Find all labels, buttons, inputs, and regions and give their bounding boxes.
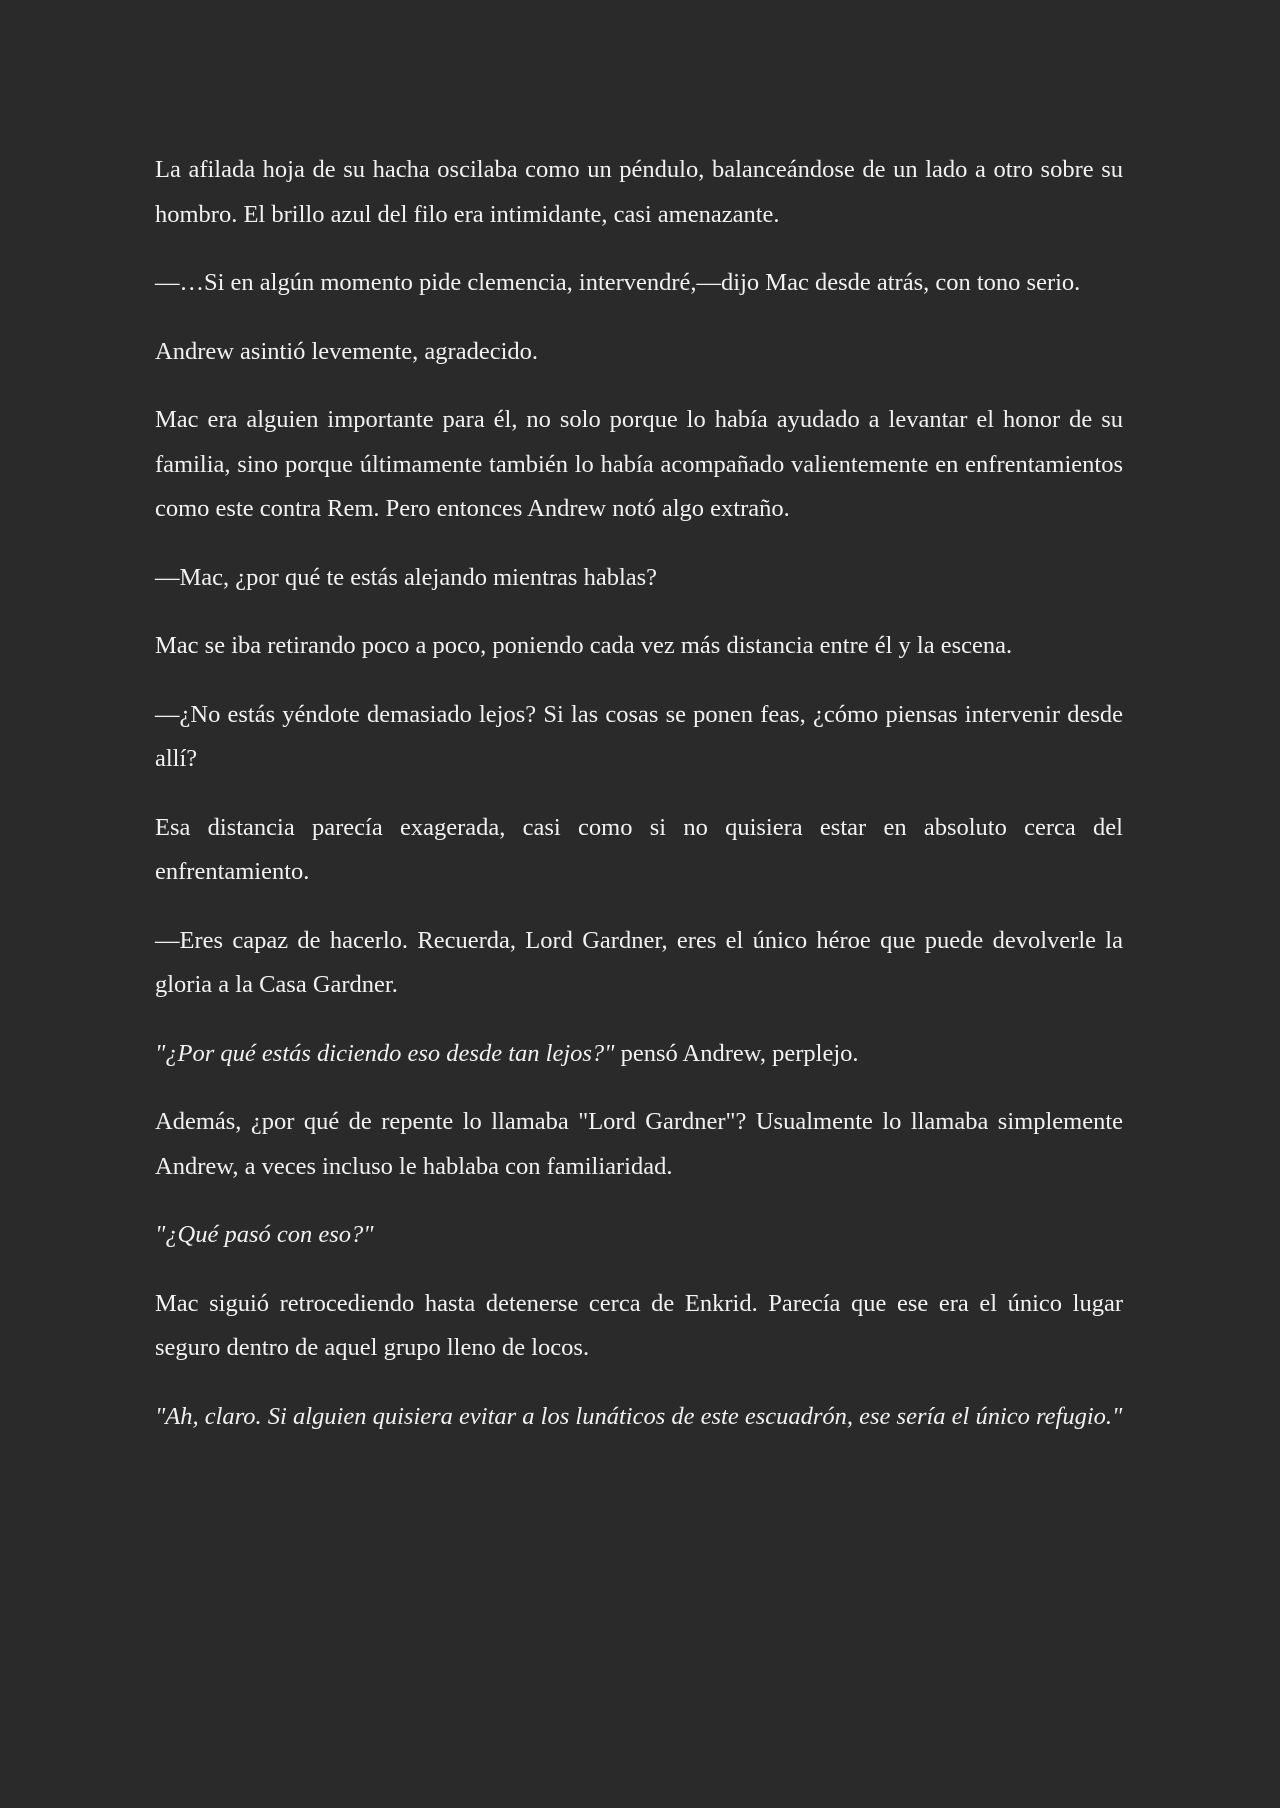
- paragraph-12-thought: "¿Qué pasó con eso?": [155, 1221, 374, 1248]
- inner-thought: "¿Por qué estás diciendo eso desde tan lejos?": [155, 1039, 615, 1067]
- paragraph-2: —…Si en algún momento pide clemencia, intervendré,—dijo Mac desde atrás, con tono serio.: [155, 269, 1081, 296]
- paragraph-8: Esa distancia parecía exagerada, casi como si no quisiera estar en absoluto cerca del enfrentamiento.: [155, 813, 1123, 885]
- document-page: [155, 148, 1123, 1463]
- paragraph-11: Además, ¿por qué de repente lo llamaba "Lord Gardner"? Usualmente lo llamaba simplemente Andrew, a veces incluso le hablaba con familiaridad.: [155, 1108, 1123, 1180]
- narration: pensó Andrew, perplejo.: [614, 1039, 859, 1067]
- paragraph-3: Andrew asintió levemente, agradecido.: [155, 337, 539, 365]
- paragraph-14-thought: "Ah, claro. Si alguien quisiera evitar a los lunáticos de este escuadrón, ese sería el único refugio.": [155, 1402, 1123, 1430]
- paragraph-6: Mac se iba retirando poco a poco, poniendo cada vez más distancia entre él y la escena.: [155, 632, 1013, 659]
- paragraph-7: —¿No estás yéndote demasiado lejos? Si las cosas se ponen feas, ¿cómo piensas intervenir desde allí?: [155, 700, 1123, 772]
- paragraph-13: Mac siguió retrocediendo hasta detenerse cerca de Enkrid. Parecía que ese era el único lugar seguro dentro de aquel grupo lleno de locos.: [155, 1289, 1123, 1361]
- paragraph-4: Mac era alguien importante para él, no solo porque lo había ayudado a levantar el honor de su familia, sino porque últimamente también lo había acompañado valientemente en enfrentamientos como este contra Rem. Pero entonces Andrew notó algo extraño.: [155, 406, 1123, 522]
- paragraph-9: —Eres capaz de hacerlo. Recuerda, Lord Gardner, eres el único héroe que puede devolverle la gloria a la Casa Gardner.: [155, 926, 1123, 998]
- paragraph-10: [155, 1032, 1123, 1077]
- paragraph-5: —Mac, ¿por qué te estás alejando mientras hablas?: [155, 563, 658, 591]
- paragraph-1: La afilada hoja de su hacha oscilaba como un péndulo, balanceándose de un lado a otro sobre su hombro. El brillo azul del filo era intimidante, casi amenazante.: [155, 156, 1123, 228]
